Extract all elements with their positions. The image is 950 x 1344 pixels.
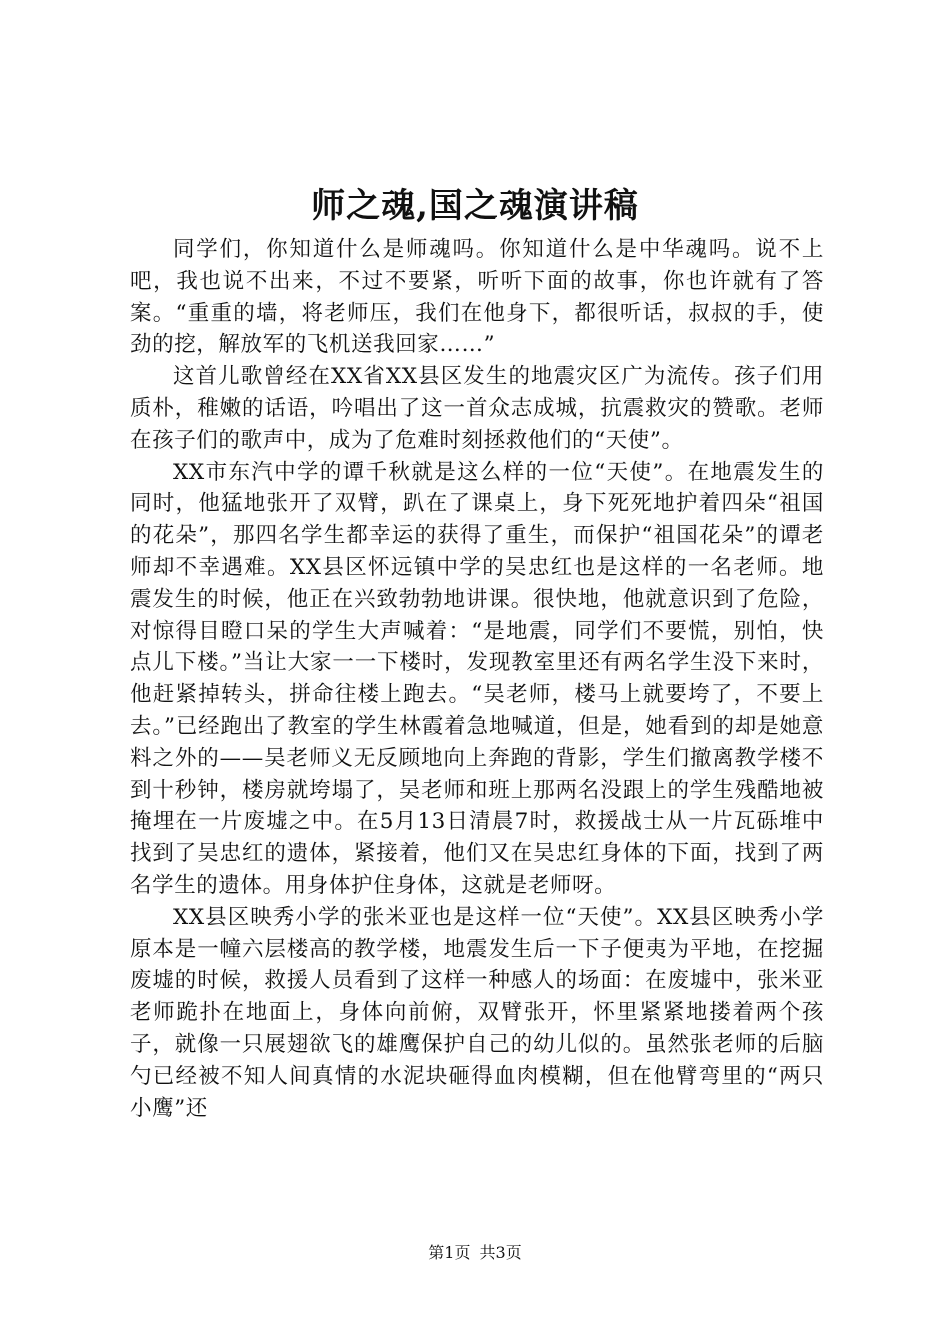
paragraph-2: 这首儿歌曾经在XX省XX县区发生的地震灾区广为流传。孩子们用质朴，稚嫩的话语，吟唱出了这一首众志成城，抗震救灾的赞歌。老师在孩子们的歌声中，成为了危难时刻拯救他们的“天使”。	[130, 364, 824, 453]
paragraph-3: XX市东汽中学的谭千秋就是这么样的一位“天使”。在地震发生的同时，他猛地张开了双臂，趴在了课桌上，身下死死地护着四朵“祖国的花朵”，那四名学生都幸运的获得了重生，而保护“祖国花朵”的谭老师却不幸遇难。XX县区怀远镇中学的吴忠红也是这样的一名老师。地震发生的时候，他正在兴致勃勃地讲课。很快地，他就意识到了危险，对惊得目瞪口呆的学生大声喊着：“是地震，同学们不要慌，别怕，快点儿下楼。”当让大家一一下楼时，发现教室里还有两名学生没下来时，他赶紧掉转头，拼命往楼上跑去。“吴老师，楼马上就要垮了，不要上去。”已经跑出了教室的学生林霞着急地喊道，但是，她看到的却是她意料之外的——吴老师义无反顾地向上奔跑的背影，学生们撤离教学楼不到十秒钟，楼房就垮塌了，吴老师和班上那两名没跟上的学生残酷地被掩埋在一片废墟之中。在5月13日清晨7时，救援战士从一片瓦砾堆中找到了吴忠红的遗体，紧接着，他们又在吴忠红身体的下面，找到了两名学生的遗体。用身体护住身体，这就是老师呀。	[130, 459, 824, 898]
page-footer	[0, 1243, 950, 1263]
paragraph-4: XX县区映秀小学的张米亚也是这样一位“天使”。XX县区映秀小学原本是一幢六层楼高的教学楼，地震发生后一下子便夷为平地，在挖掘废墟的时候，救援人员看到了这样一种感人的场面：在废墟中，张米亚老师跪扑在地面上，身体向前俯，双臂张开，怀里紧紧地搂着两个孩子，就像一只展翅欲飞的雄鹰保护自己的幼儿似的。虽然张老师的后脑勺已经被不知人间真情的水泥块砸得血肉模糊，但在他臂弯里的“两只小鹰”还	[130, 904, 824, 1121]
page-number-total: 共3页	[479, 1243, 522, 1262]
document-title: 师之魂,国之魂演讲稿	[311, 186, 639, 226]
page-number-current: 第1页	[428, 1243, 471, 1262]
paragraph-1: 同学们，你知道什么是师魂吗。你知道什么是中华魂吗。说不上吧，我也说不出来，不过不要紧，听听下面的故事，你也许就有了答案。“重重的墙，将老师压，我们在他身下，都很听话，叔叔的手，使劲的挖，解放军的飞机送我回家……”	[130, 237, 824, 358]
document-body	[130, 234, 824, 1124]
